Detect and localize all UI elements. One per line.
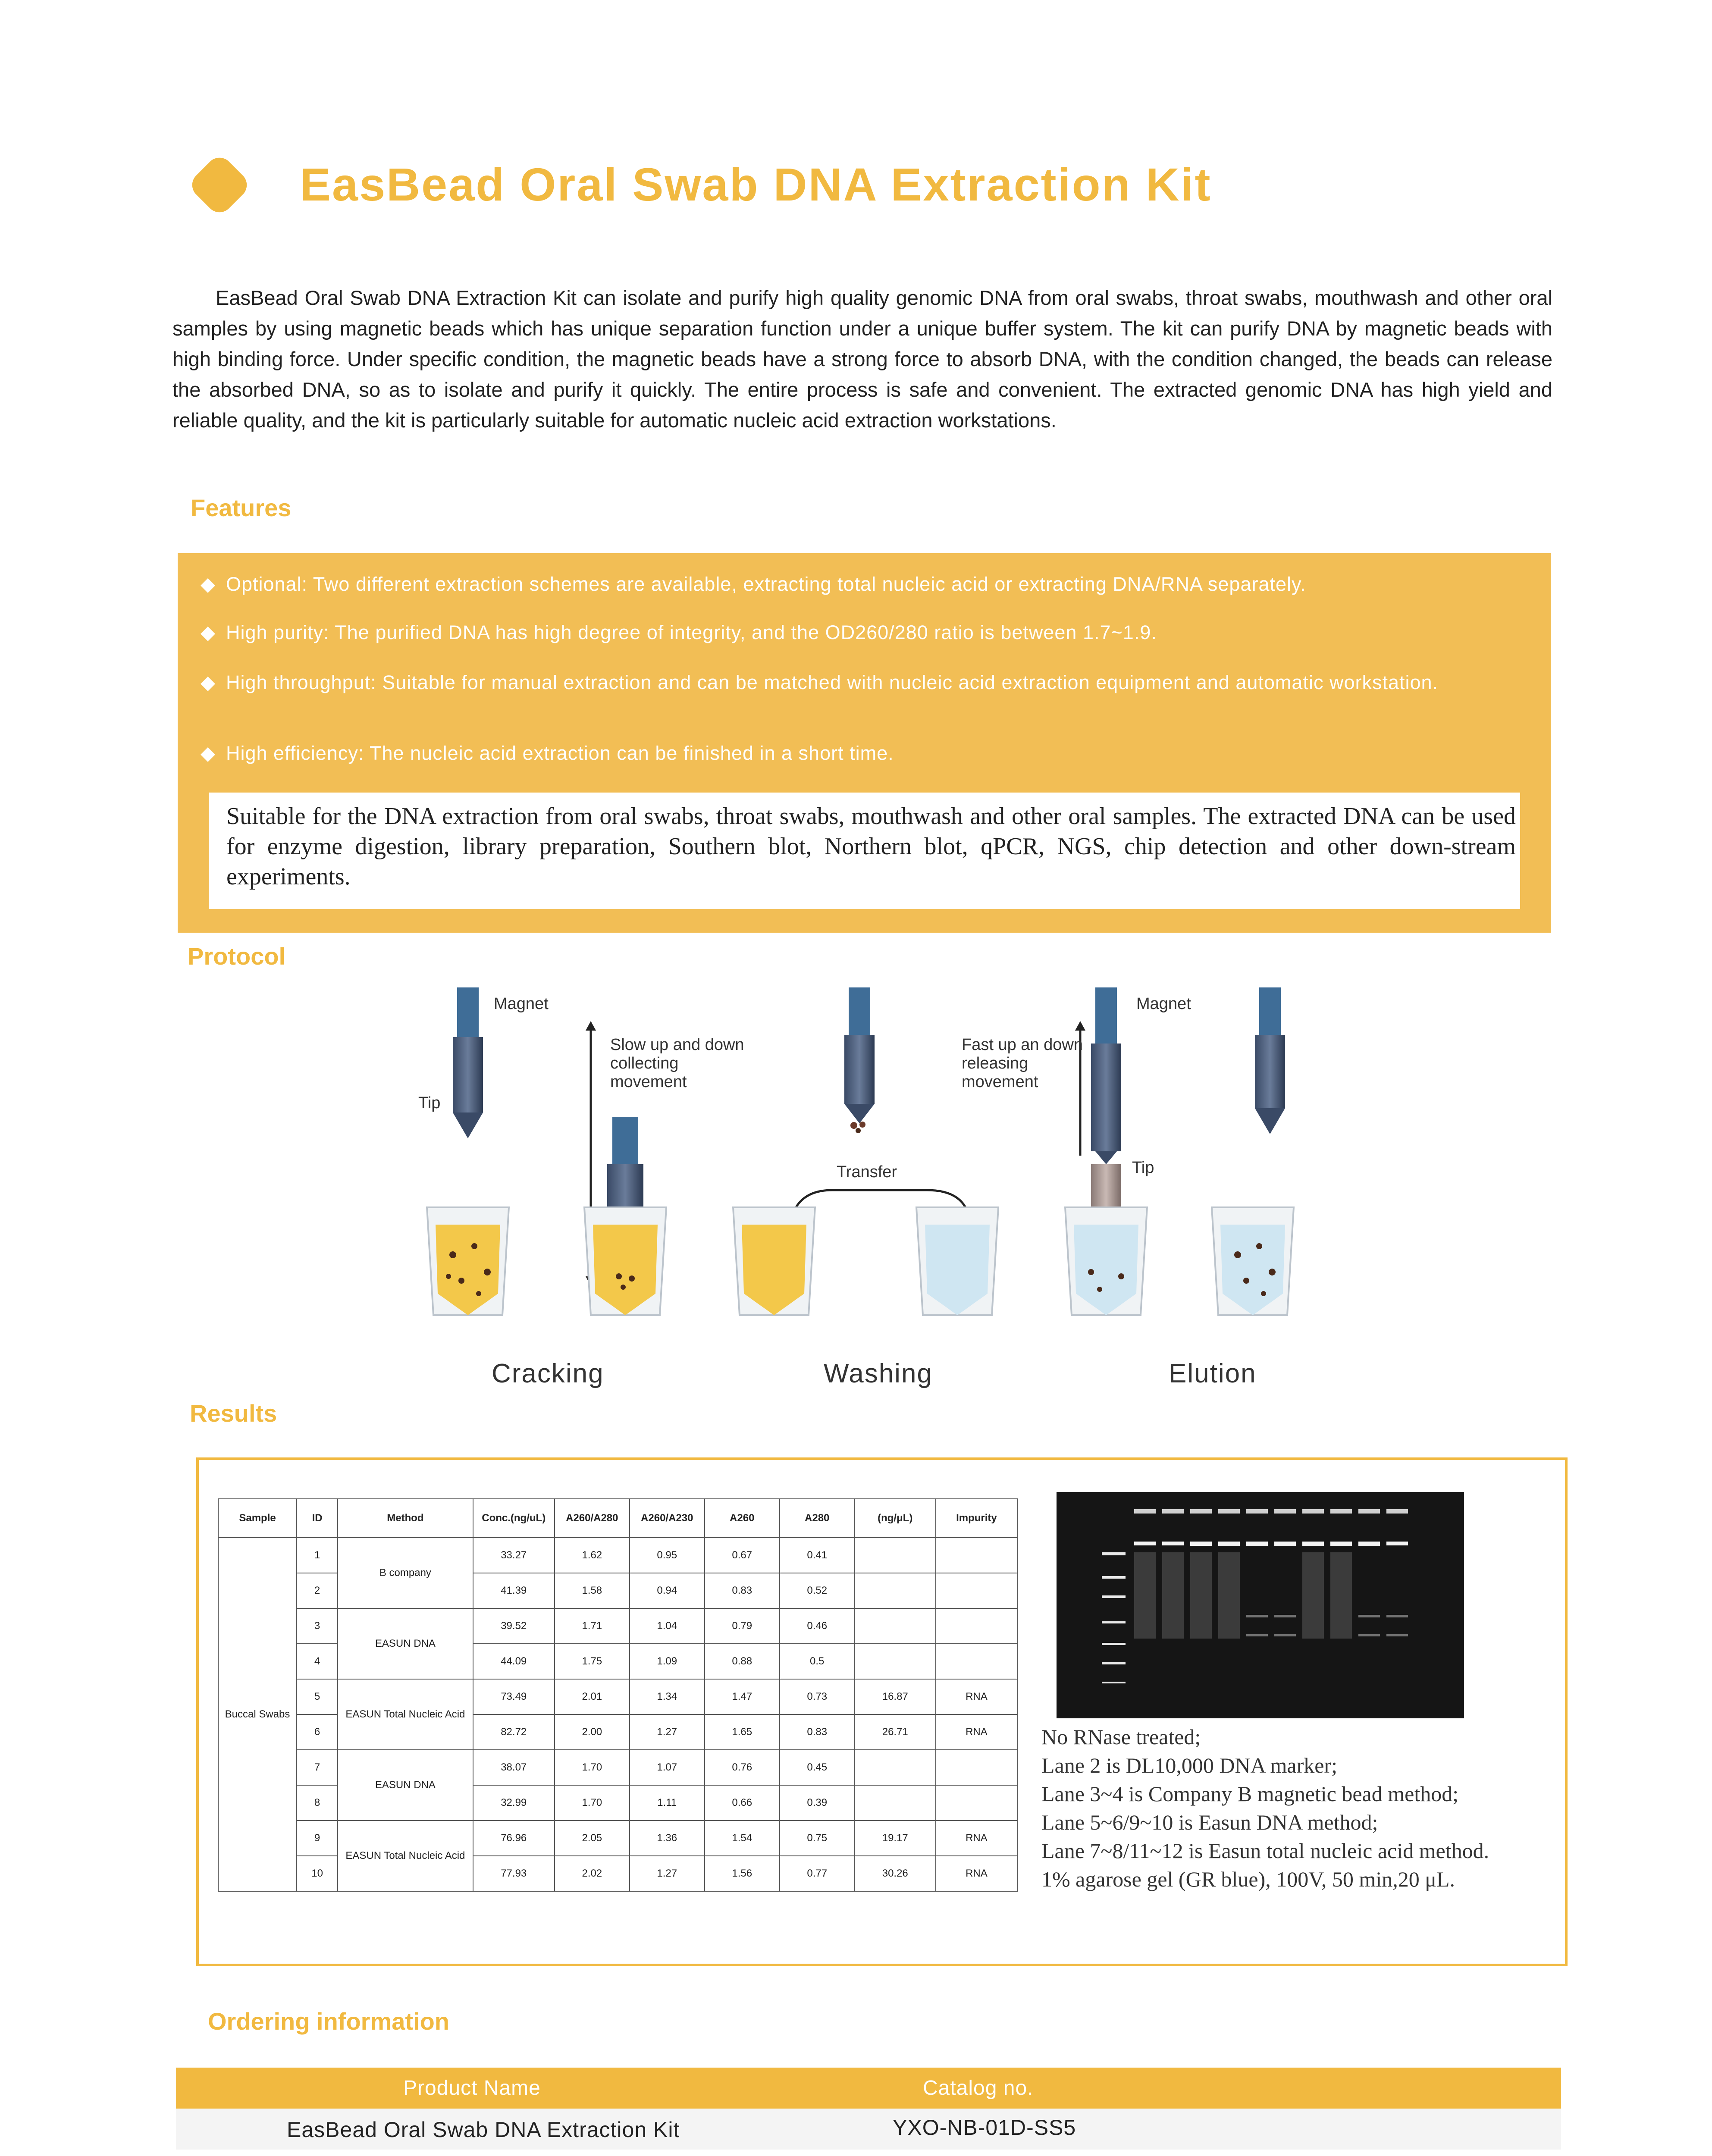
sample-cell: Buccal Swabs	[218, 1538, 297, 1891]
table-row: 2 41.39 1.58 0.94 0.83 0.52	[218, 1573, 1017, 1608]
tube-lysis-icon	[584, 1207, 666, 1315]
gel-caption: No RNase treated; Lane 2 is DL10,000 DNA marker; Lane 3~4 is Company B magnetic bead method; Lane 5~6/9~10 is Easun DNA method; Lane 7~8/11~12 is Easun total nucleic acid method. 1% agarose gel (GR blue), 100V, 50 min,20 μL.	[1041, 1725, 1489, 1891]
bullet-diamond-icon	[201, 578, 215, 593]
intro-paragraph: EasBead Oral Swab DNA Extraction Kit can isolate and purify high quality genomic DNA from oral swabs, throat swabs, mouthwash and other oral samples by using magnetic beads which has unique separation function under a unique buffer system. The kit can purify DNA by magnetic beads with high binding force. Under specific condition, the magnetic beads have a strong force to absorb DNA, with the condition changed, the beads can release the absorbed DNA, so as to isolate and purify it quickly. The entire process is safe and convenient. The extracted genomic DNA has high yield and reliable quality, and the kit is particularly suitable for automatic nucleic acid extraction workstations.	[172, 286, 1552, 432]
results-heading: Results	[190, 1400, 277, 1427]
svg-text:releasing: releasing	[962, 1054, 1028, 1072]
magnet-rod-icon	[1255, 987, 1285, 1134]
tip-label: Tip	[1132, 1159, 1154, 1177]
ordering-heading: Ordering information	[208, 2008, 449, 2035]
protocol-diagram	[401, 975, 1328, 1345]
catalog-cell: YXO-NB-01D-SS5	[893, 2115, 1076, 2140]
table-row: 8 32.99 1.70 1.11 0.66 0.39	[218, 1785, 1017, 1821]
bullet-diamond-icon	[201, 627, 215, 641]
tube-lysis-icon	[427, 1207, 509, 1315]
tube-wash-icon	[733, 1207, 815, 1315]
magnet-rod-icon	[1091, 987, 1121, 1164]
method-cell: B company	[338, 1538, 473, 1608]
slow-movement-label: Slow up and down	[610, 1036, 744, 1054]
product-name-column: Product Name	[403, 2077, 541, 2100]
table-row: 6 82.72 2.00 1.27 1.65 0.83 26.71 RNA	[218, 1714, 1017, 1750]
magnet-label: Magnet	[494, 995, 549, 1013]
product-name-cell: EasBead Oral Swab DNA Extraction Kit	[287, 2118, 680, 2142]
bullet-diamond-icon	[201, 677, 215, 691]
page-title: EasBead Oral Swab DNA Extraction Kit	[300, 158, 1212, 210]
results-table	[218, 1498, 1018, 1892]
magnet-rod-icon	[453, 987, 483, 1138]
step-cracking: Cracking	[492, 1359, 604, 1388]
transfer-label: Transfer	[837, 1163, 897, 1181]
bullet-diamond-icon	[201, 747, 215, 762]
application-text: Suitable for the DNA extraction from oral swabs, throat swabs, mouthwash and other oral samples. The extracted DNA can be used for enzyme digestion, library preparation, Southern blot, Northern blot, qPCR, NGS, chip detection and other down-stream experiments.	[226, 803, 1516, 890]
method-cell: EASUN Total Nucleic Acid	[338, 1679, 473, 1750]
tube-elution-icon	[1065, 1207, 1147, 1315]
table-row: 10 77.93 2.02 1.27 1.56 0.77 30.26 RNA	[218, 1856, 1017, 1891]
ordering-header-row	[176, 2068, 1561, 2109]
gel-electrophoresis-image	[1057, 1492, 1464, 1718]
feature-item: High purity: The purified DNA has high degree of integrity, and the OD260/280 ratio is between 1.7~1.9.	[203, 617, 1514, 648]
table-row: 4 44.09 1.75 1.09 0.88 0.5	[218, 1644, 1017, 1679]
table-row: 7 EASUN DNA 38.07 1.70 1.07 0.76 0.45	[218, 1750, 1017, 1785]
tip-label: Tip	[418, 1094, 441, 1112]
method-cell: EASUN Total Nucleic Acid	[338, 1821, 473, 1891]
svg-text:movement: movement	[610, 1073, 687, 1091]
table-header-row: Sample ID Method Conc.(ng/uL) A260/A280 A260/A230 A260 A280 (ng/μL) Impurity	[218, 1499, 1017, 1538]
magnet-rod-icon	[844, 987, 875, 1133]
feature-item: High throughput: Suitable for manual extraction and can be matched with nucleic acid extraction equipment and automatic workstation.	[203, 667, 1514, 698]
step-washing: Washing	[824, 1359, 933, 1388]
protocol-heading: Protocol	[188, 943, 286, 970]
method-cell: EASUN DNA	[338, 1608, 473, 1679]
method-cell: EASUN DNA	[338, 1750, 473, 1821]
svg-text:collecting: collecting	[610, 1054, 679, 1072]
features-heading: Features	[191, 494, 292, 521]
table-row: 9 EASUN Total Nucleic Acid 76.96 2.05 1.36 1.54 0.75 19.17 RNA	[218, 1821, 1017, 1856]
title-diamond-icon	[187, 152, 252, 218]
table-row: 5 EASUN Total Nucleic Acid 73.49 2.01 1.34 1.47 0.73 16.87 RNA	[218, 1679, 1017, 1714]
fast-movement-label: Fast up an down	[962, 1036, 1083, 1054]
feature-item: Optional: Two different extraction schemes are available, extracting total nucleic acid or extracting DNA/RNA separately.	[203, 569, 1514, 599]
tube-wash-icon	[916, 1207, 998, 1315]
feature-item: High efficiency: The nucleic acid extraction can be finished in a short time.	[203, 738, 1514, 768]
table-row: 3 EASUN DNA 39.52 1.71 1.04 0.79 0.46	[218, 1608, 1017, 1644]
tube-elution-icon	[1212, 1207, 1294, 1315]
catalog-column: Catalog no.	[923, 2077, 1034, 2100]
step-elution: Elution	[1169, 1359, 1257, 1388]
gel-image	[1057, 1492, 1464, 1718]
magnet-label: Magnet	[1136, 995, 1191, 1013]
svg-text:movement: movement	[962, 1073, 1038, 1091]
table-row: Buccal Swabs 1 B company 33.27 1.62 0.95 0.67 0.41	[218, 1538, 1017, 1573]
